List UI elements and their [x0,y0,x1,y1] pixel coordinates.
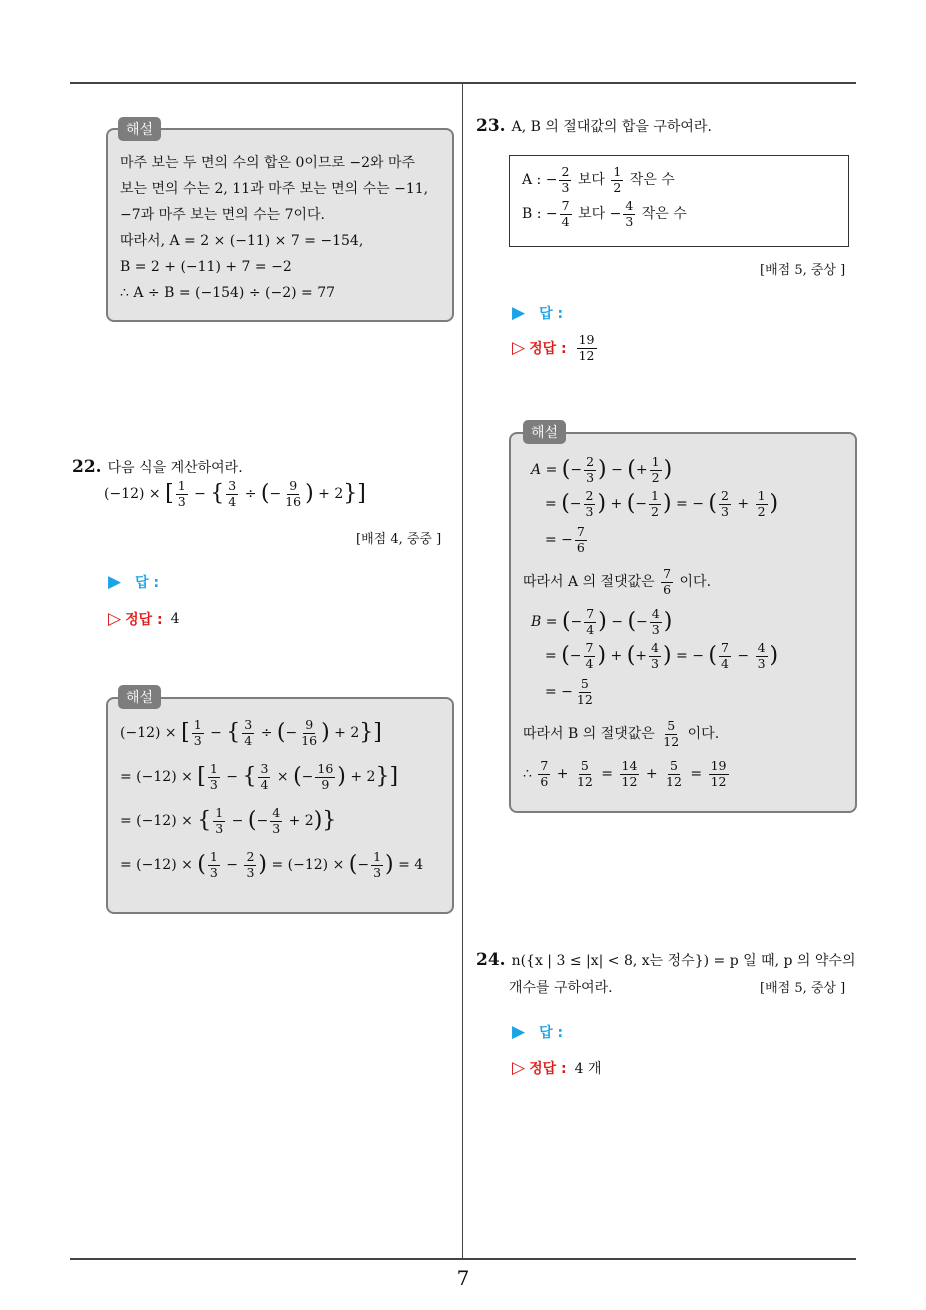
question-text-cont: 개수를 구하여라. [509,980,613,996]
correct-arrow-icon: ▷ [512,1058,526,1078]
correct-arrow-icon: ▷ [512,338,526,358]
solution-step: = (−12) × [ $\frac{1}{3}$ − { $\frac{3}{4}$ × (− $\frac{16}{9}$ ) + 2}] [120,761,399,792]
bottom-rule [70,1258,856,1260]
correct-arrow-icon: ▷ [108,609,122,629]
correct-value: $\frac{19}{12}$ [578,332,595,363]
solution-box-22 [106,697,454,914]
question-number: 22. [72,457,102,477]
question-22 [72,457,243,477]
solution-step: = (−12) × { $\frac{1}{3}$ − (− $\frac{4}{3}$ + 2)} [120,805,337,836]
solution-box-21 [106,128,454,322]
solution-tag: 해설 [523,420,566,444]
correct-value: 4 [170,611,180,627]
answer-label: 답 : [539,1025,564,1041]
condition-box [509,155,849,247]
correct-answer-row [108,609,180,629]
answer-arrow-icon: ▶ [512,1022,526,1042]
answer-row [108,572,159,592]
score-mark: [배점 5, 중상 ] [760,263,846,278]
solution-line: 보는 면의 수는 2, 11과 마주 보는 면의 수는 −11, [120,181,429,197]
solution-line: −7과 마주 보는 면의 수는 7이다. [120,207,326,223]
question-text: n({x | 3 ≤ |x| < 8, x는 정수}) = p 일 때, p 의 약수의 [511,953,856,969]
question-text: 다음 식을 계산하여라. [107,460,243,476]
correct-answer-row [512,334,599,362]
answer-row [512,1022,563,1042]
solution-step: = (− $\frac{2}{3}$ ) + (− $\frac{1}{2}$ ) = − ( $\frac{2}{3}$ + $\frac{1}{2}$ ) [545,488,779,519]
question-text: A, B 의 절대값의 합을 구하여라. [511,119,712,135]
solution-step: = (−12) × ( $\frac{1}{3}$ − $\frac{2}{3}$ ) = (−12) × (− $\frac{1}{3}$ ) = 4 [120,849,424,880]
answer-label: 답 : [135,575,160,591]
correct-label: 정답 : [529,1061,567,1077]
correct-label: 정답 : [125,612,163,628]
correct-label: 정답 : [529,341,567,357]
solution-line: 따라서, A = 2 × (−11) × 7 = −154, [120,233,364,249]
solution-step: B = (− $\frac{7}{4}$ ) − (− $\frac{4}{3}$ ) [531,606,673,637]
correct-value: 4 개 [574,1061,602,1077]
solution-tag: 해설 [118,117,161,141]
condition-a: A : − $\frac{2}{3}$ 보다 $\frac{1}{2}$ 작은 수 [522,164,675,195]
score-mark: [배점 4, 중중 ] [356,532,442,547]
solution-line: B = 2 + (−11) + 7 = −2 [120,259,292,275]
question-number: 24. [476,950,506,970]
answer-arrow-icon: ▶ [108,572,122,592]
solution-step: (−12) × [ $\frac{1}{3}$ − { $\frac{3}{4}$ ÷ (− $\frac{9}{16}$ ) + 2}] [120,717,382,748]
solution-text: 따라서 A 의 절댓값은 $\frac{7}{6}$ 이다. [523,566,712,597]
page-number: 7 [456,1266,470,1290]
answer-row [512,303,563,323]
solution-step: = (− $\frac{7}{4}$ ) + (+ $\frac{4}{3}$ ) = − ( $\frac{7}{4}$ − $\frac{4}{3}$ ) [545,640,779,671]
answer-label: 답 : [539,306,564,322]
solution-line: 마주 보는 두 면의 수의 합은 0이므로 −2와 마주 [120,155,416,171]
solution-step: = − $\frac{5}{12}$ [545,676,593,707]
solution-step: = − $\frac{7}{6}$ [545,524,585,555]
correct-answer-row [512,1058,602,1078]
column-divider [462,83,463,1258]
condition-b: B : − $\frac{7}{4}$ 보다 − $\frac{4}{3}$ 작은 수 [522,198,687,229]
solution-step: ∴ $\frac{7}{6}$ + $\frac{5}{12}$ = $\frac{14}{12}$ + $\frac{5}{12}$ = $\frac{19}{12}$ [523,758,727,789]
question-24 [476,950,855,970]
question-23 [476,116,712,136]
question-number: 23. [476,116,506,136]
question-expression: (−12) × [ $\frac{1}{3}$ − { $\frac{3}{4}$ ÷ (− $\frac{9}{16}$ ) + 2}] [104,478,366,509]
solution-text: 따라서 B 의 절댓값은 $\frac{5}{12}$ 이다. [523,718,720,749]
score-mark: [배점 5, 중상 ] [760,981,846,996]
solution-step: A = (− $\frac{2}{3}$ ) − (+ $\frac{1}{2}$ ) [531,454,673,485]
answer-arrow-icon: ▶ [512,303,526,323]
solution-line: ∴ A ÷ B = (−154) ÷ (−2) = 77 [120,285,336,301]
solution-tag: 해설 [118,685,161,709]
top-rule [70,82,856,84]
solution-box-23 [509,432,857,813]
